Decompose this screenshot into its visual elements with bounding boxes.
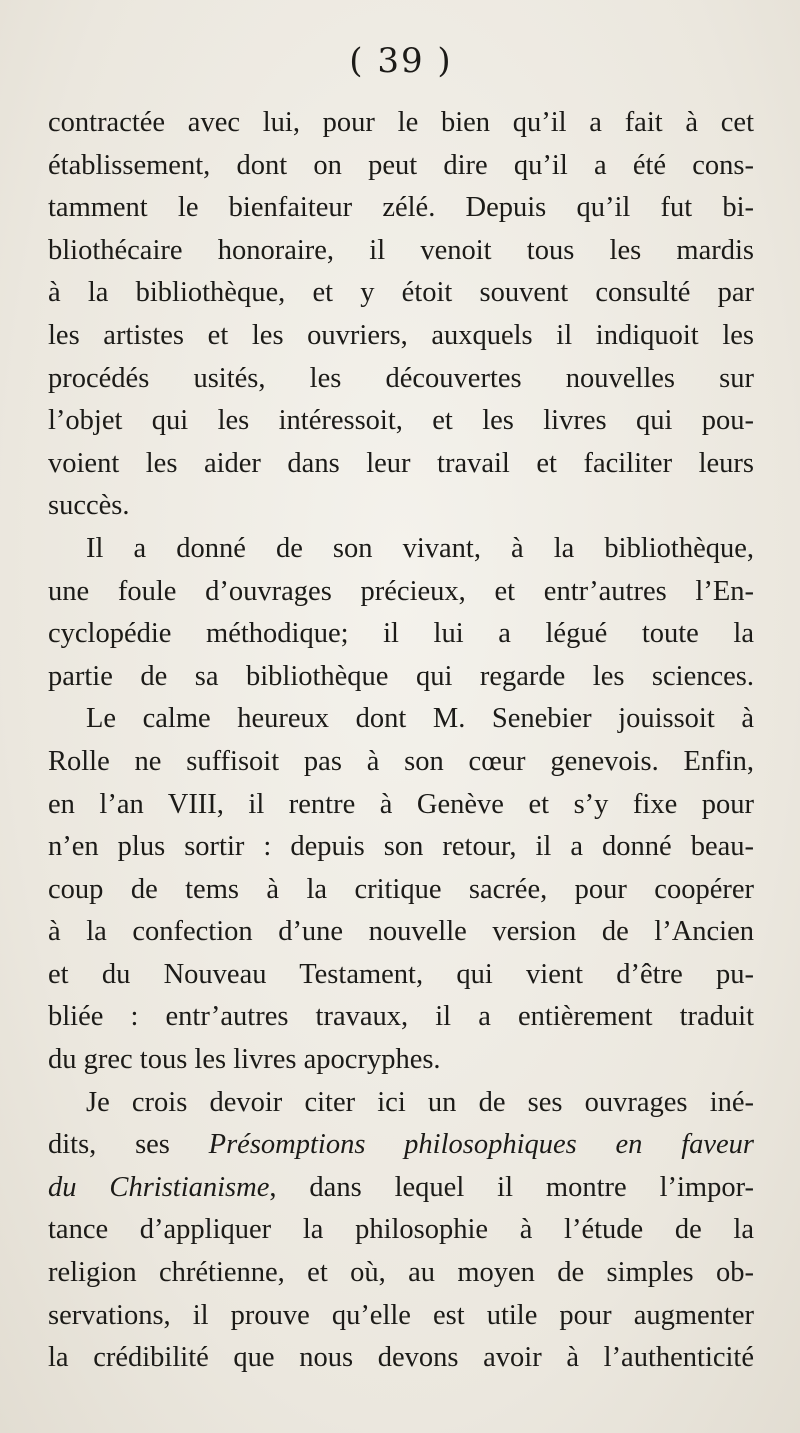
text-line: à la confection d’une nouvelle version de l’Ancien	[48, 916, 754, 948]
text-line: coup de tems à la critique sacrée, pour coopérer	[48, 873, 754, 905]
text-line: religion chrétienne, et où, au moyen de simples ob-	[48, 1257, 754, 1289]
paragraph-4	[48, 1082, 754, 1380]
text-line: l’objet qui les intéressoit, et les livres qui pou-	[48, 405, 754, 437]
text-line: Il a donné de son vivant, à la bibliothèque,	[86, 532, 754, 564]
text-line: succès.	[48, 490, 130, 522]
text-line: une foule d’ouvrages précieux, et entr’autres l’En-	[48, 575, 754, 607]
paragraph-3	[48, 698, 754, 1081]
text-fragment: dits, ses	[48, 1129, 170, 1161]
text-line: procédés usités, les découvertes nouvelles sur	[48, 362, 754, 394]
text-line: établissement, dont on peut dire qu’il a été cons-	[48, 149, 754, 181]
italic-title-part1: Présomptions philosophiques en faveur	[208, 1129, 754, 1161]
text-line: à la bibliothèque, et y étoit souvent consulté par	[48, 277, 754, 309]
italic-title-part2: du Christianisme	[48, 1171, 270, 1203]
text-line: bliothécaire honoraire, il venoit tous les mardis	[48, 234, 754, 266]
text-line: tamment le bienfaiteur zélé. Depuis qu’il fut bi-	[48, 192, 754, 224]
text-line-with-italic-title	[48, 1124, 754, 1167]
page-number: ( 39 )	[349, 41, 453, 81]
text-line: en l’an VIII, il rentre à Genève et s’y fixe pour	[48, 788, 754, 820]
paragraph-2	[48, 528, 754, 698]
text-line: et du Nouveau Testament, qui vient d’être pu-	[48, 958, 754, 990]
text-fragment: , dans lequel il montre l’impor-	[269, 1171, 754, 1203]
text-line: servations, il prouve qu’elle est utile pour augmenter	[48, 1299, 754, 1331]
text-line: voient les aider dans leur travail et faciliter leurs	[48, 447, 754, 479]
text-line: Je crois devoir citer ici un de ses ouvrages iné-	[86, 1086, 754, 1118]
text-line: n’en plus sortir : depuis son retour, il a donné beau-	[48, 831, 754, 863]
text-line: contractée avec lui, pour le bien qu’il a fait à cet	[48, 107, 754, 138]
text-line: partie de sa bibliothèque qui regarde les sciences.	[48, 660, 754, 692]
body-text	[48, 102, 754, 1380]
text-line: cyclopédie méthodique; il lui a légué toute la	[48, 618, 754, 650]
text-line	[48, 1167, 754, 1210]
text-line: les artistes et les ouvriers, auxquels il indiquoit les	[48, 319, 754, 351]
text-line: du grec tous les livres apocryphes.	[48, 1044, 441, 1076]
paragraph-1	[48, 102, 754, 528]
text-line: la crédibilité que nous devons avoir à l’authenticité	[48, 1342, 754, 1374]
text-line: Rolle ne suffisoit pas à son cœur genevois. Enfin,	[48, 745, 754, 777]
text-line: Le calme heureux dont M. Senebier jouissoit à	[86, 703, 754, 735]
text-line: bliée : entr’autres travaux, il a entièrement traduit	[48, 1001, 754, 1033]
text-line: tance d’appliquer la philosophie à l’étude de la	[48, 1214, 754, 1246]
